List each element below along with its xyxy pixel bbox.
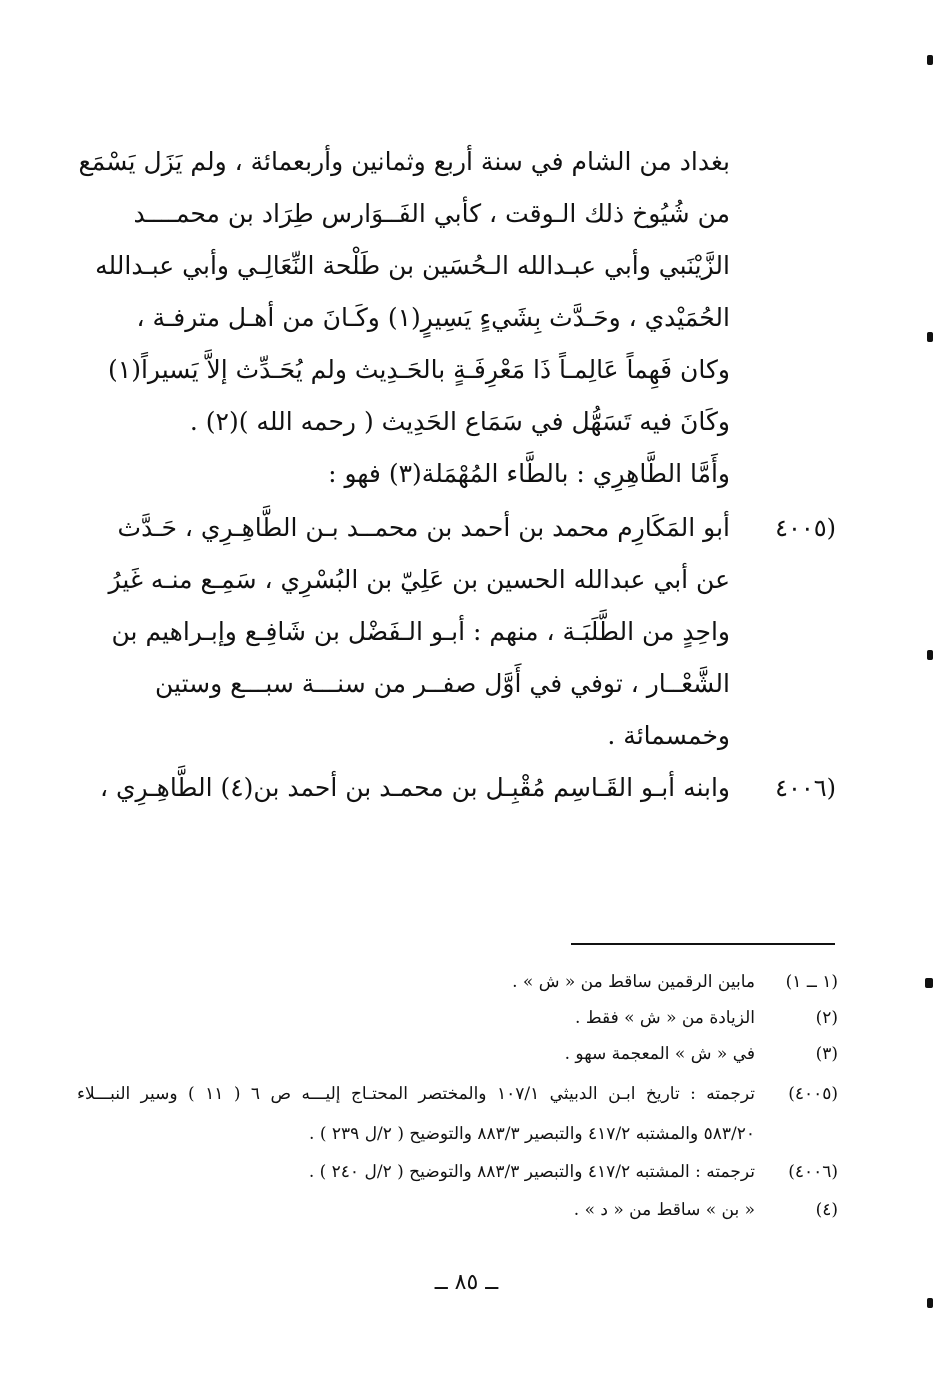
scan-edge-mark [927,1298,933,1308]
body-line: أبو المَكَارِم محمد بن أحمد بن محمــد بـن الطَّاهِـرِي ، حَـدَّث [117,513,730,542]
body-line: الشَّعْــار ، توفي في أَوَّل صفــر من سنـــة سبـــع وستين [155,669,730,698]
scan-edge-mark [925,978,933,988]
footnote-text: الزيادة من « ش » فقط . [575,1008,755,1028]
body-line: وكان فَهِماً عَالِمـاً ذَا مَعْرِفَـةٍ بالحَـدِيث ولم يُحَـدِّث إلاَّ يَسيراً(١) [108,355,730,384]
footnote-text: ترجمته : تاريخ ابـن الدبيثي ١٠٧/١ والمختصر المحتـاج إليـــه ص ٦ ( ١١ ) وسير النبـــلاء [77,1084,755,1104]
entry-number: (٤٠٠٥ [775,514,836,542]
body-line: وكَانَ فيه تَسَهُّل في سَمَاع الحَدِيث ( رحمه الله )(٢) . [189,407,730,436]
footnote-number: (٤٠٠٦) [788,1162,838,1182]
footnote-text: في « ش » المعجمة سهو . [564,1044,755,1064]
footnote-text: ٥٨٣/٢٠ والمشتبه ٤١٧/٢ والتبصير ٨٨٣/٣ والتوضيح ( ٢/ل ٢٣٩ ) . [309,1124,755,1144]
footnote-number: (١ ــ ١) [785,972,838,992]
body-line: عن أبي عبدالله الحسين بن عَلِيّ بن البُسْرِي ، سَمِـع منـه غَيرُ [108,565,730,594]
page-number: ــ ٨٥ ــ [434,1270,499,1295]
section-heading: وأَمَّا الطَّاهِرِي : بالطَّاء المُهْمَلة(٣) فهو : [328,459,730,488]
body-line: الحُمَيْدي ، وحَـدَّث بِشَيءٍ يَسِيرٍ(١) وكَـانَ من أهـل مترفـة ، [136,303,730,332]
footnote-number: (٣) [815,1044,838,1064]
scan-edge-mark [927,650,933,660]
footnote-number: (٤) [815,1200,838,1220]
footnote-separator [571,943,835,945]
body-line: بغداد من الشام في سنة أربع وثمانين وأربعمائة ، ولم يَزَل يَسْمَع [78,147,730,176]
body-line: وخمسمائة . [607,721,730,750]
body-line: من شُيُوخ ذلك الـوقت ، كأبي الفَــوَارس طِرَاد بن محمــــد [133,199,730,228]
footnote-text: مابين الرقمين ساقط من « ش » . [512,972,755,992]
footnote-text: ترجمته : المشتبه ٤١٧/٢ والتبصير ٨٨٣/٣ والتوضيح ( ٢/ل ٢٤٠ ) . [308,1162,755,1182]
scan-edge-mark [927,55,933,65]
scan-edge-mark [927,332,933,342]
body-line: الزَّيْنَبي وأبي عبـدالله الـحُسَين بن طَلْحة النِّعَالِـي وأبي عبـدالله [95,251,730,280]
footnote-number: (٤٠٠٥) [788,1084,838,1104]
entry-number: (٤٠٠٦ [775,774,836,802]
footnote-number: (٢) [815,1008,838,1028]
body-line: واحِدٍ من الطَّلَبَـة ، منهم : أبـو الـفَضْل بن شَافِـع وإبـراهيم بن [111,617,730,646]
body-line: وابنه أبـو القَـاسِم مُقْبِـل بن محمـد بن أحمد بن(٤) الطَّاهِـرِي ، [99,773,730,802]
footnote-text: « بن » ساقط من « د » . [573,1200,755,1220]
